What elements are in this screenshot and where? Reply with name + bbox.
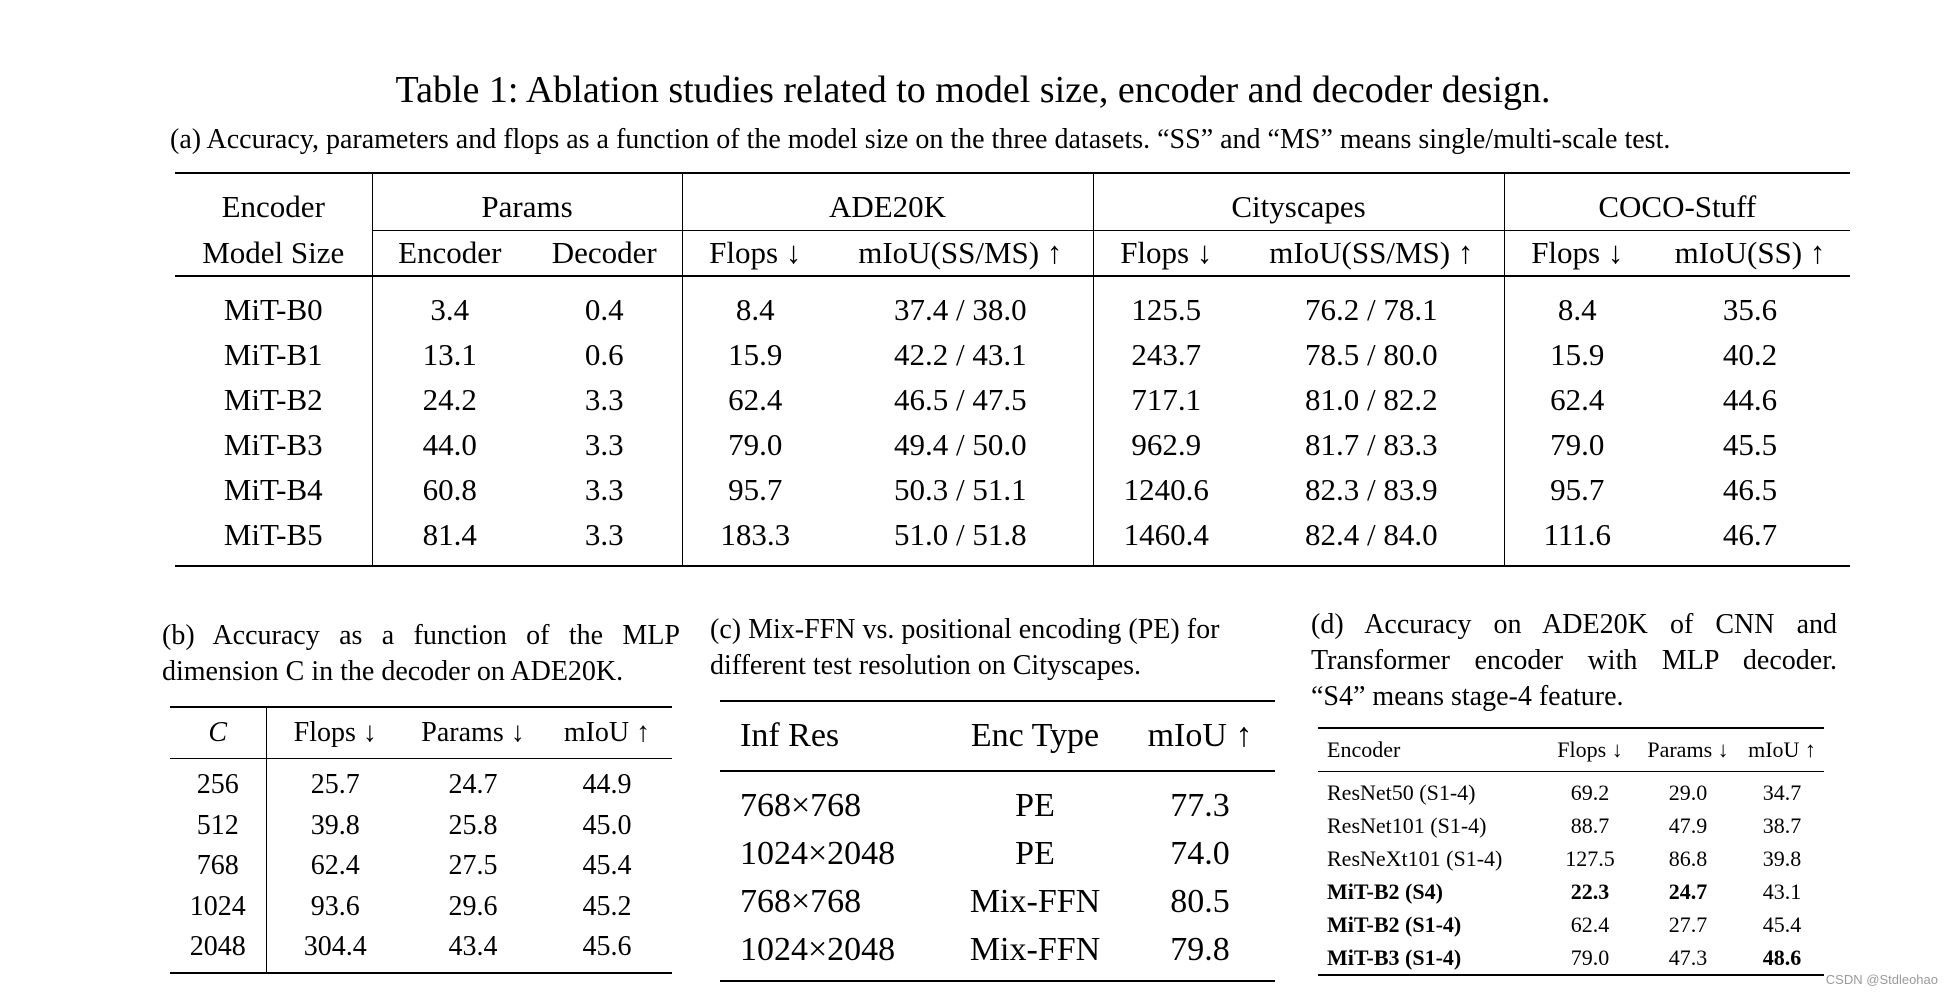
- table-row: [170, 806, 672, 847]
- cell: MiT-B4: [223, 471, 323, 507]
- cell: 45.4: [582, 850, 632, 882]
- cell: 44.6: [1722, 381, 1778, 417]
- cell: 35.6: [1722, 291, 1778, 327]
- table-row: [175, 467, 1850, 512]
- cell: ResNet50 (S1-4): [1327, 779, 1476, 805]
- table-d: [1318, 727, 1824, 976]
- table-row: [720, 878, 1275, 926]
- cell: 304.4: [266, 927, 404, 973]
- table-a-header-sub: [175, 231, 1850, 277]
- cell: 51.0 / 51.8: [893, 516, 1027, 552]
- cell: 2048: [189, 931, 246, 963]
- header-encoder: Encoder: [221, 189, 325, 225]
- header-city-flops: Flops ↓: [1093, 231, 1239, 277]
- cell: 243.7: [1093, 332, 1239, 377]
- header-ade20k: ADE20K: [682, 173, 1093, 231]
- cell: 127.5: [1565, 845, 1615, 871]
- cell: MiT-B0: [223, 291, 323, 327]
- cell: 43.1: [1762, 878, 1802, 904]
- cell: 3.3: [584, 516, 624, 552]
- cell: 74.0: [1170, 835, 1230, 872]
- header-params: Params: [372, 173, 682, 231]
- header-ade-flops: Flops ↓: [682, 231, 828, 277]
- cell: 47.3: [1668, 944, 1708, 970]
- table-row: [1318, 875, 1824, 908]
- cell: 80.5: [1170, 883, 1230, 920]
- cell: MiT-B1: [223, 336, 323, 372]
- cell: MiT-B5: [223, 516, 323, 552]
- table-row: [170, 887, 672, 928]
- caption-c-line-2: different test resolution on Cityscapes.: [710, 650, 1142, 681]
- header-model-size: Model Size: [202, 234, 345, 270]
- cell: 0.4: [584, 291, 624, 327]
- cell: 81.7 / 83.3: [1304, 426, 1438, 462]
- cell: MiT-B3 (S1-4): [1327, 944, 1462, 970]
- caption-b: [162, 618, 680, 690]
- header-coco-stuff: COCO-Stuff: [1504, 173, 1850, 231]
- cell: 86.8: [1668, 845, 1708, 871]
- header-city-miou: mIoU(SS/MS) ↑: [1269, 235, 1474, 270]
- header-miou: mIoU ↑: [563, 717, 651, 748]
- cell: Mix-FFN: [969, 883, 1101, 920]
- cell: 48.6: [1762, 944, 1802, 970]
- caption-b-line-2: dimension C in the decoder on ADE20K.: [162, 656, 624, 687]
- cell: 88.7: [1570, 812, 1610, 838]
- table-b-header: [170, 707, 672, 759]
- cell: 79.0: [682, 422, 828, 467]
- table-row: [720, 830, 1275, 878]
- header-coco-miou: mIoU(SS) ↑: [1674, 235, 1826, 270]
- cell: 8.4: [1504, 276, 1650, 332]
- table-row: [1318, 809, 1824, 842]
- cell: 81.0 / 82.2: [1304, 381, 1438, 417]
- cell: 82.4 / 84.0: [1304, 516, 1438, 552]
- cell: 38.7: [1762, 812, 1802, 838]
- cell: 62.4: [1570, 911, 1610, 937]
- table-row: [175, 332, 1850, 377]
- cell: 77.3: [1170, 787, 1230, 824]
- cell: 25.7: [266, 759, 404, 806]
- cell: 39.8: [266, 806, 404, 847]
- cell: 62.4: [682, 377, 828, 422]
- cell: 24.2: [372, 377, 527, 422]
- cell: 95.7: [1504, 467, 1650, 512]
- table-title: Table 1: Ablation studies related to model size, encoder and decoder design.: [395, 69, 1551, 111]
- table-a: [175, 172, 1850, 567]
- cell: 42.2 / 43.1: [893, 336, 1027, 372]
- cell: 29.6: [448, 890, 498, 922]
- cell: 8.4: [682, 276, 828, 332]
- cell: 82.3 / 83.9: [1304, 471, 1438, 507]
- cell: 768×768: [740, 787, 862, 824]
- header-params-decoder: Decoder: [551, 235, 657, 270]
- cell: 3.3: [584, 471, 624, 507]
- cell: 46.5: [1722, 471, 1778, 507]
- cell: MiT-B2 (S1-4): [1327, 911, 1462, 937]
- caption-d-line-3: “S4” means stage-4 feature.: [1311, 681, 1624, 712]
- cell: 24.7: [448, 769, 498, 801]
- cell: 44.0: [372, 422, 527, 467]
- cell: 22.3: [1570, 878, 1610, 904]
- cell: 79.0: [1570, 944, 1610, 970]
- cell: 79.0: [1504, 422, 1650, 467]
- header-flops: Flops ↓: [1557, 737, 1623, 762]
- header-miou: mIoU ↑: [1748, 737, 1816, 762]
- cell: 256: [196, 769, 239, 801]
- cell: 3.4: [372, 276, 527, 332]
- cell: 76.2 / 78.1: [1304, 291, 1438, 327]
- caption-c-line-1: (c) Mix-FFN vs. positional encoding (PE) for: [710, 614, 1220, 645]
- table-d-header: [1318, 728, 1824, 772]
- cell: 40.2: [1722, 336, 1778, 372]
- caption-d-line-2: Transformer encoder with MLP decoder.: [1311, 645, 1837, 676]
- cell: 43.4: [448, 931, 498, 963]
- cell: 39.8: [1762, 845, 1802, 871]
- cell: 78.5 / 80.0: [1304, 336, 1438, 372]
- cell: 34.7: [1762, 779, 1802, 805]
- cell: 45.6: [582, 931, 632, 963]
- cell: 24.7: [1668, 878, 1708, 904]
- cell: 1024: [189, 890, 246, 922]
- cell: 27.5: [448, 850, 498, 882]
- table-row: [1318, 772, 1824, 810]
- cell: 37.4 / 38.0: [893, 291, 1027, 327]
- cell: 50.3 / 51.1: [893, 471, 1027, 507]
- cell: 27.7: [1668, 911, 1708, 937]
- header-coco-flops: Flops ↓: [1504, 231, 1650, 277]
- header-params: Params ↓: [421, 717, 525, 748]
- table-row: [720, 771, 1275, 830]
- header-ade-miou: mIoU(SS/MS) ↑: [858, 235, 1063, 270]
- watermark: CSDN @Stdleohao: [1825, 972, 1938, 987]
- cell: 15.9: [682, 332, 828, 377]
- table-a-header-top: [175, 173, 1850, 231]
- cell: 3.3: [584, 426, 624, 462]
- cell: PE: [1015, 835, 1055, 872]
- cell: 768: [196, 850, 239, 882]
- cell: 3.3: [584, 381, 624, 417]
- cell: 62.4: [1504, 377, 1650, 422]
- cell: 183.3: [682, 512, 828, 566]
- caption-b-line-1: (b) Accuracy as a function of the MLP: [162, 620, 680, 651]
- table-row: [170, 927, 672, 973]
- cell: ResNeXt101 (S1-4): [1327, 845, 1503, 871]
- cell: 1240.6: [1093, 467, 1239, 512]
- cell: 45.5: [1722, 426, 1778, 462]
- cell: 95.7: [682, 467, 828, 512]
- cell: 1460.4: [1093, 512, 1239, 566]
- cell: Mix-FFN: [969, 931, 1101, 968]
- table-row: [1318, 941, 1824, 975]
- table-row: [1318, 842, 1824, 875]
- cell: 46.5 / 47.5: [893, 381, 1027, 417]
- table-row: [720, 926, 1275, 981]
- cell: 125.5: [1093, 276, 1239, 332]
- header-miou: mIoU ↑: [1147, 717, 1253, 754]
- cell: 47.9: [1668, 812, 1708, 838]
- cell: 44.9: [582, 769, 632, 801]
- cell: 29.0: [1668, 779, 1708, 805]
- table-row: [175, 377, 1850, 422]
- header-enc-type: Enc Type: [970, 717, 1100, 754]
- cell: MiT-B2: [223, 381, 323, 417]
- cell: 69.2: [1570, 779, 1610, 805]
- header-cityscapes: Cityscapes: [1093, 173, 1504, 231]
- caption-c: [710, 612, 1285, 684]
- cell: ResNet101 (S1-4): [1327, 812, 1487, 838]
- cell: 79.8: [1170, 931, 1230, 968]
- table-row: [175, 422, 1850, 467]
- caption-d: [1311, 607, 1837, 715]
- cell: 0.6: [584, 336, 624, 372]
- table-c-header: [720, 701, 1275, 771]
- cell: 60.8: [372, 467, 527, 512]
- table-row: [170, 759, 672, 806]
- header-params: Params ↓: [1647, 737, 1729, 762]
- cell: 45.4: [1762, 911, 1802, 937]
- cell: 13.1: [372, 332, 527, 377]
- table-b: [170, 706, 672, 974]
- cell: 62.4: [266, 846, 404, 887]
- cell: PE: [1015, 787, 1055, 824]
- cell: 962.9: [1093, 422, 1239, 467]
- cell: 1024×2048: [740, 835, 896, 872]
- table-row: [170, 846, 672, 887]
- header-encoder: Encoder: [1327, 737, 1401, 762]
- header-inf-res: Inf Res: [740, 717, 840, 754]
- cell: 717.1: [1093, 377, 1239, 422]
- cell: 46.7: [1722, 516, 1778, 552]
- cell: 49.4 / 50.0: [893, 426, 1027, 462]
- cell: 45.0: [582, 809, 632, 841]
- cell: 111.6: [1504, 512, 1650, 566]
- cell: MiT-B2 (S4): [1327, 878, 1443, 904]
- cell: MiT-B3: [223, 426, 323, 462]
- table-c: [720, 700, 1275, 982]
- cell: 93.6: [266, 887, 404, 928]
- table-row: [1318, 908, 1824, 941]
- cell: 45.2: [582, 890, 632, 922]
- cell: 15.9: [1504, 332, 1650, 377]
- cell: 512: [196, 809, 239, 841]
- cell: 768×768: [740, 883, 862, 920]
- header-flops: Flops ↓: [266, 707, 404, 759]
- header-params-encoder: Encoder: [372, 231, 527, 277]
- table-row: [175, 512, 1850, 566]
- cell: 81.4: [372, 512, 527, 566]
- caption-d-line-1: (d) Accuracy on ADE20K of CNN and: [1311, 609, 1837, 640]
- cell: 1024×2048: [740, 931, 896, 968]
- header-c: C: [208, 717, 228, 748]
- cell: 25.8: [448, 809, 498, 841]
- caption-a: (a) Accuracy, parameters and flops as a function of the model size on the three datasets. “SS” and “MS” means single/multi-scale test.: [170, 124, 1671, 155]
- table-row: [175, 276, 1850, 332]
